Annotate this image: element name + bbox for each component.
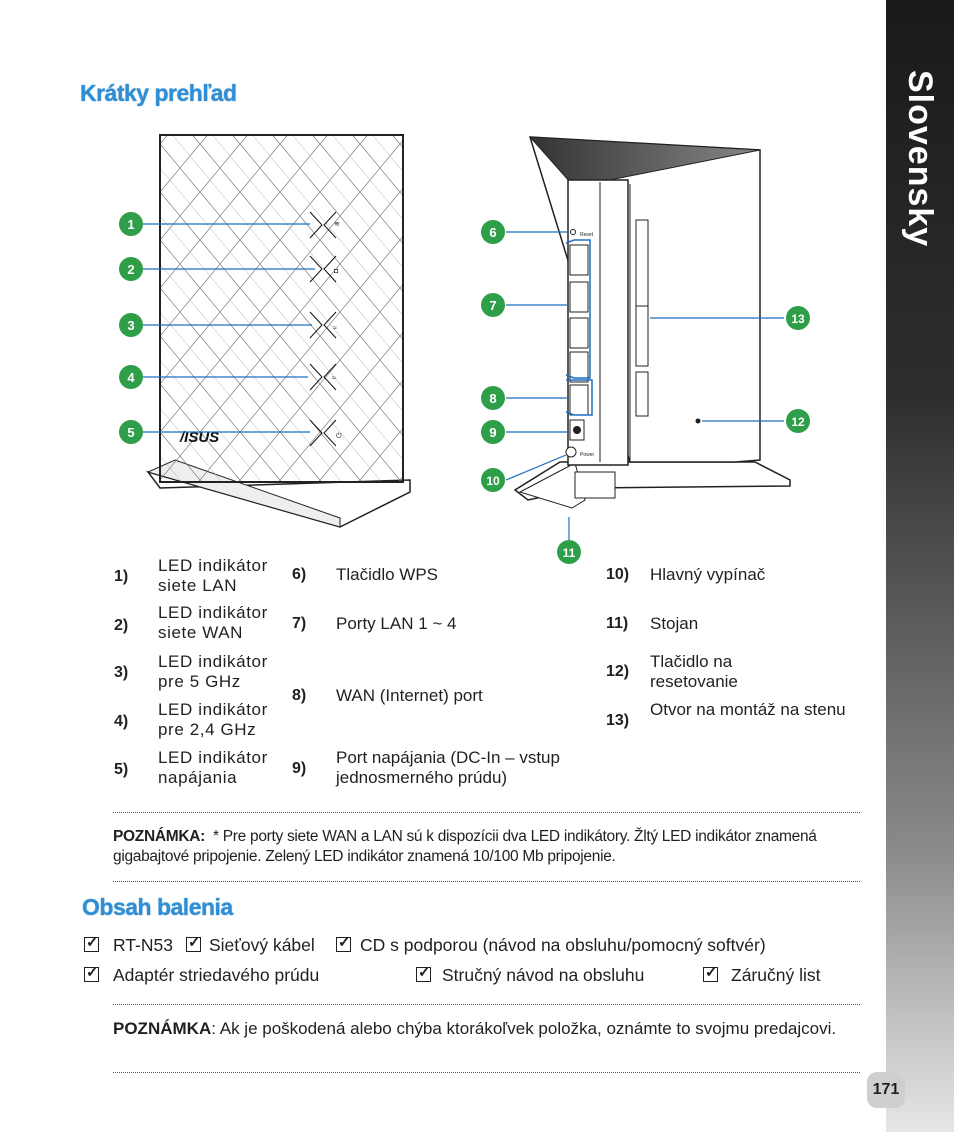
svg-text:4: 4 (127, 370, 135, 385)
package-contents (0, 935, 880, 995)
svg-text:2: 2 (127, 262, 135, 277)
svg-text:6: 6 (489, 225, 497, 240)
part-label: LED indikátor pre 2,4 GHz (158, 700, 268, 739)
svg-text:9: 9 (489, 425, 497, 440)
part-number: 5) (114, 761, 129, 778)
part-label: Hlavný vypínač (650, 565, 766, 584)
note-label: POZNÁMKA: (113, 828, 206, 845)
svg-text:12: 12 (791, 415, 805, 429)
part-label: Tlačidlo WPS (336, 565, 439, 584)
note-leds (113, 827, 863, 867)
part-label: Otvor na montáž na stenu (650, 700, 846, 719)
part-label: WAN (Internet) port (336, 686, 483, 705)
svg-text:11: 11 (562, 546, 576, 560)
part-number: 10) (606, 566, 630, 583)
router-front-view (148, 135, 410, 527)
router-diagram (0, 0, 880, 570)
package-item: RT-N53 (113, 935, 173, 955)
part-number: 1) (114, 568, 129, 585)
callout-13 (786, 306, 810, 330)
svg-text:≈: ≈ (332, 375, 336, 382)
checkbox-icon (336, 937, 351, 952)
part-label: LED indikátor siete WAN (158, 603, 268, 642)
svg-text:Reset: Reset (580, 232, 594, 238)
checkbox-icon (84, 937, 99, 952)
callout-10 (481, 468, 505, 492)
callout-3 (119, 313, 143, 337)
asus-logo: /ISUS (180, 429, 220, 446)
language-tab-label: Slovensky (901, 70, 939, 248)
svg-text:≋: ≋ (334, 221, 340, 228)
part-label: Porty LAN 1 ~ 4 (336, 614, 457, 633)
page-number: 171 (867, 1072, 905, 1108)
svg-text:1: 1 (127, 217, 135, 232)
part-number: 11) (606, 615, 629, 632)
svg-text:13: 13 (791, 312, 805, 326)
callout-6 (481, 220, 505, 244)
package-item: CD s podporou (návod na obsluhu/pomocný softvér) (360, 935, 766, 955)
package-item: Záručný list (731, 965, 821, 985)
divider (113, 881, 860, 882)
part-number: 3) (114, 664, 129, 681)
callout-2 (119, 257, 143, 281)
overview-heading: Krátky prehľad (80, 80, 237, 106)
divider (113, 1004, 860, 1005)
package-item: Sieťový kábel (209, 935, 315, 955)
part-label: LED indikátor siete LAN (158, 556, 268, 595)
part-label: LED indikátor napájania (158, 748, 268, 787)
divider (113, 812, 860, 813)
package-item: Adaptér striedavého prúdu (113, 965, 320, 985)
part-number: 2) (114, 617, 129, 634)
callout-7 (481, 293, 505, 317)
svg-text:8: 8 (489, 391, 497, 406)
svg-text:Power: Power (580, 452, 595, 458)
divider (113, 1072, 860, 1073)
svg-text:⏻: ⏻ (336, 433, 342, 440)
checkbox-icon (416, 967, 431, 982)
svg-text:◘: ◘ (334, 268, 339, 275)
checkbox-icon (84, 967, 99, 982)
svg-text:7: 7 (489, 298, 497, 313)
package-heading: Obsah balenia (82, 894, 233, 920)
note-text: * Pre porty siete WAN a LAN sú k dispozícii dva LED indikátory. Žltý LED indikátor znamená gigabajtové pripojenie. Zelený LED indikátor znamená 10/100 Mb pripojenie. (113, 828, 817, 865)
callout-9 (481, 420, 505, 444)
part-number: 13) (606, 712, 630, 729)
callout-11 (557, 540, 581, 564)
router-back-view (515, 137, 790, 508)
package-item: Stručný návod na obsluhu (442, 965, 645, 985)
callout-4 (119, 365, 143, 389)
callout-12 (786, 409, 810, 433)
svg-text:10: 10 (486, 474, 500, 488)
part-label: Tlačidlo na resetovanie (650, 652, 738, 691)
callout-8 (481, 386, 505, 410)
part-number: 6) (292, 566, 307, 583)
note-text: : Ak je poškodená alebo chýba ktorákoľvek položka, oznámte to svojmu predajcovi. (211, 1019, 837, 1038)
part-label: Port napájania (DC-In – vstup jednosmerného prúdu) (336, 748, 560, 787)
checkbox-icon (703, 967, 718, 982)
svg-text:≈: ≈ (333, 325, 337, 332)
language-tab (886, 0, 954, 1132)
checkbox-icon (186, 937, 201, 952)
part-label: LED indikátor pre 5 GHz (158, 652, 268, 691)
svg-text:5: 5 (127, 425, 135, 440)
part-label: Stojan (650, 614, 699, 633)
note-missing-items (113, 1019, 860, 1039)
part-number: 4) (114, 713, 129, 730)
part-number: 9) (292, 760, 307, 777)
part-number: 7) (292, 615, 307, 632)
part-number: 12) (606, 663, 630, 680)
svg-text:3: 3 (127, 318, 135, 333)
note-label: POZNÁMKA (113, 1019, 212, 1038)
callout-1 (119, 212, 143, 236)
part-number: 8) (292, 687, 307, 704)
callout-5 (119, 420, 143, 444)
